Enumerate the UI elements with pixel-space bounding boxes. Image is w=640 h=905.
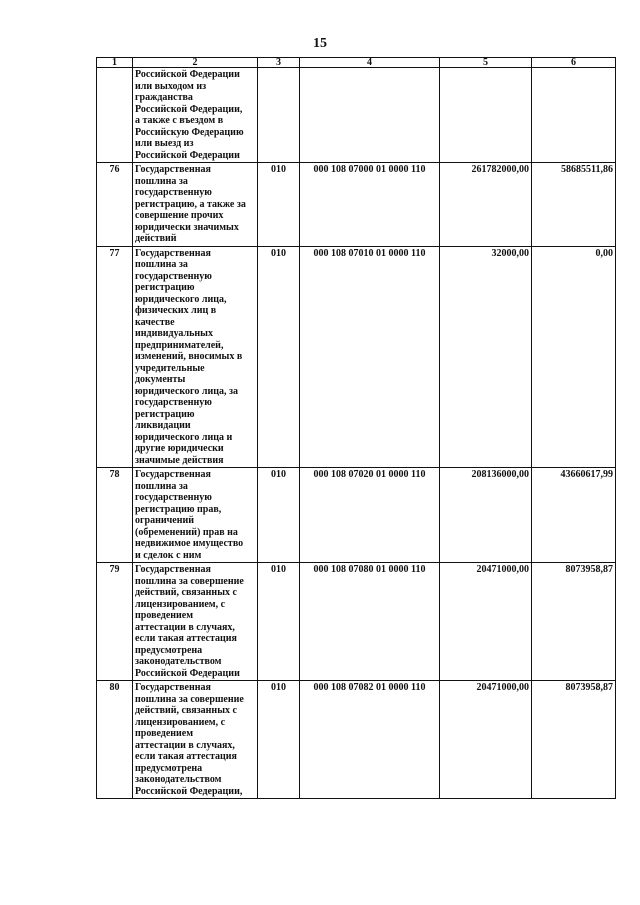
income-name-line: пошлина за [135,259,188,270]
income-name-line: пошлина за совершение [135,693,244,705]
income-name-line: государственную [135,270,212,282]
income-name-line: Государственная [135,564,211,575]
table-row [97,163,616,247]
income-name-line: законодательством [135,656,222,667]
income-name-line: юридического лица, [135,293,227,305]
plan-amount-cell: 208136000,00 [440,468,532,563]
income-name-cell [133,681,258,799]
row-number-cell [97,68,133,163]
income-name-line: аттестации в случаях, [135,621,235,633]
income-name-line: действий [135,233,177,244]
revenue-table [96,57,616,799]
income-name-line: изменений, вносимых в [135,351,243,362]
income-name-line: ликвидации [135,420,191,431]
income-name-line: проведением [135,728,194,739]
income-name-line: если такая аттестация [135,751,237,762]
table-row [97,246,616,468]
column-header: 6 [532,58,616,68]
executed-amount-cell [532,68,616,163]
income-name-line: а также с въездом в [135,115,224,126]
income-name-line: регистрацию [135,408,195,420]
income-name-line: Российскую Федерацию [135,126,244,138]
admin-code-cell: 010 [258,681,300,799]
row-number-cell: 80 [97,681,133,799]
income-name-line: лицензированием, с [135,716,226,728]
income-name-line: и сделок с ним [135,549,202,561]
admin-code-cell: 010 [258,563,300,681]
income-name-cell [133,246,258,468]
income-name-line: проведением [135,610,194,621]
income-name-line: значимые действия [135,454,224,466]
income-name-line: недвижимое имущество [135,538,244,549]
admin-code-cell: 010 [258,246,300,468]
table-row [97,468,616,563]
income-name-cell [133,468,258,563]
row-number-cell: 79 [97,563,133,681]
plan-amount-cell: 32000,00 [440,246,532,468]
income-name-cell [133,163,258,247]
income-name-line: Российской Федерации [135,69,240,80]
income-name-line: регистрацию, а также за [135,198,246,210]
income-name-cell [133,68,258,163]
income-name-line: предусмотрена [135,762,203,774]
column-header: 4 [300,58,440,68]
table-row [97,563,616,681]
income-name-line: (обременений) прав на [135,526,238,538]
income-name-line: или выезд из [135,138,194,149]
income-name-line: Государственная [135,469,211,480]
income-name-line: совершение прочих [135,210,224,221]
table-body [97,68,616,799]
income-name-line: действий, связанных с [135,587,237,598]
income-name-line: пошлина за [135,175,188,187]
table-header-row [97,58,616,68]
income-name-line: или выходом из [135,80,207,92]
income-name-line: государственную [135,492,212,503]
row-number-cell: 78 [97,468,133,563]
income-name-line: Российской Федерации, [135,103,243,115]
column-header: 2 [133,58,258,68]
budget-code-cell: 000 108 07080 01 0000 110 [300,563,440,681]
income-name-cell [133,563,258,681]
income-name-line: документы [135,374,186,385]
income-name-line: пошлина за [135,480,188,492]
admin-code-cell [258,68,300,163]
budget-code-cell: 000 108 07020 01 0000 110 [300,468,440,563]
admin-code-cell: 010 [258,163,300,247]
budget-code-cell: 000 108 07010 01 0000 110 [300,246,440,468]
executed-amount-cell: 58685511,86 [532,163,616,247]
page-number: 15 [313,36,327,51]
plan-amount-cell: 261782000,00 [440,163,532,247]
income-name-line: юридически значимых [135,221,239,233]
income-name-line: регистрацию [135,282,195,293]
income-name-line: другие юридически [135,443,224,454]
executed-amount-cell: 43660617,99 [532,468,616,563]
income-name-line: Российской Федерации [135,667,240,679]
income-name-line: лицензированием, с [135,598,226,610]
income-name-line: юридического лица, за [135,385,238,397]
budget-code-cell [300,68,440,163]
income-name-line: предпринимателей, [135,339,224,351]
executed-amount-cell: 8073958,87 [532,563,616,681]
income-name-line: аттестации в случаях, [135,739,235,751]
income-name-line: учредительные [135,362,205,374]
income-name-line: законодательством [135,774,222,785]
income-name-line: если такая аттестация [135,633,237,644]
income-name-line: действий, связанных с [135,705,237,716]
row-number-cell: 76 [97,163,133,247]
executed-amount-cell: 8073958,87 [532,681,616,799]
plan-amount-cell: 20471000,00 [440,681,532,799]
column-header: 5 [440,58,532,68]
income-name-line: пошлина за совершение [135,575,244,587]
income-name-line: качестве [135,316,175,328]
budget-code-cell: 000 108 07082 01 0000 110 [300,681,440,799]
income-name-line: Государственная [135,164,211,175]
admin-code-cell: 010 [258,468,300,563]
income-name-line: физических лиц в [135,305,217,316]
income-name-line: индивидуальных [135,328,213,339]
income-name-line: Государственная [135,247,211,259]
income-name-line: предусмотрена [135,644,203,656]
income-name-line: Государственная [135,682,211,693]
table-row [97,68,616,163]
plan-amount-cell: 20471000,00 [440,563,532,681]
income-name-line: Российской Федерации [135,149,240,161]
table-row [97,681,616,799]
income-name-line: государственную [135,187,212,198]
executed-amount-cell: 0,00 [532,246,616,468]
income-name-line: государственную [135,397,212,408]
income-name-line: ограничений [135,515,194,526]
income-name-line: юридического лица и [135,431,233,443]
plan-amount-cell [440,68,532,163]
income-name-line: регистрацию прав, [135,503,222,515]
income-name-line: гражданства [135,92,193,103]
row-number-cell: 77 [97,246,133,468]
income-name-line: Российской Федерации, [135,785,243,797]
column-header: 3 [258,58,300,68]
column-header: 1 [97,58,133,68]
budget-code-cell: 000 108 07000 01 0000 110 [300,163,440,247]
